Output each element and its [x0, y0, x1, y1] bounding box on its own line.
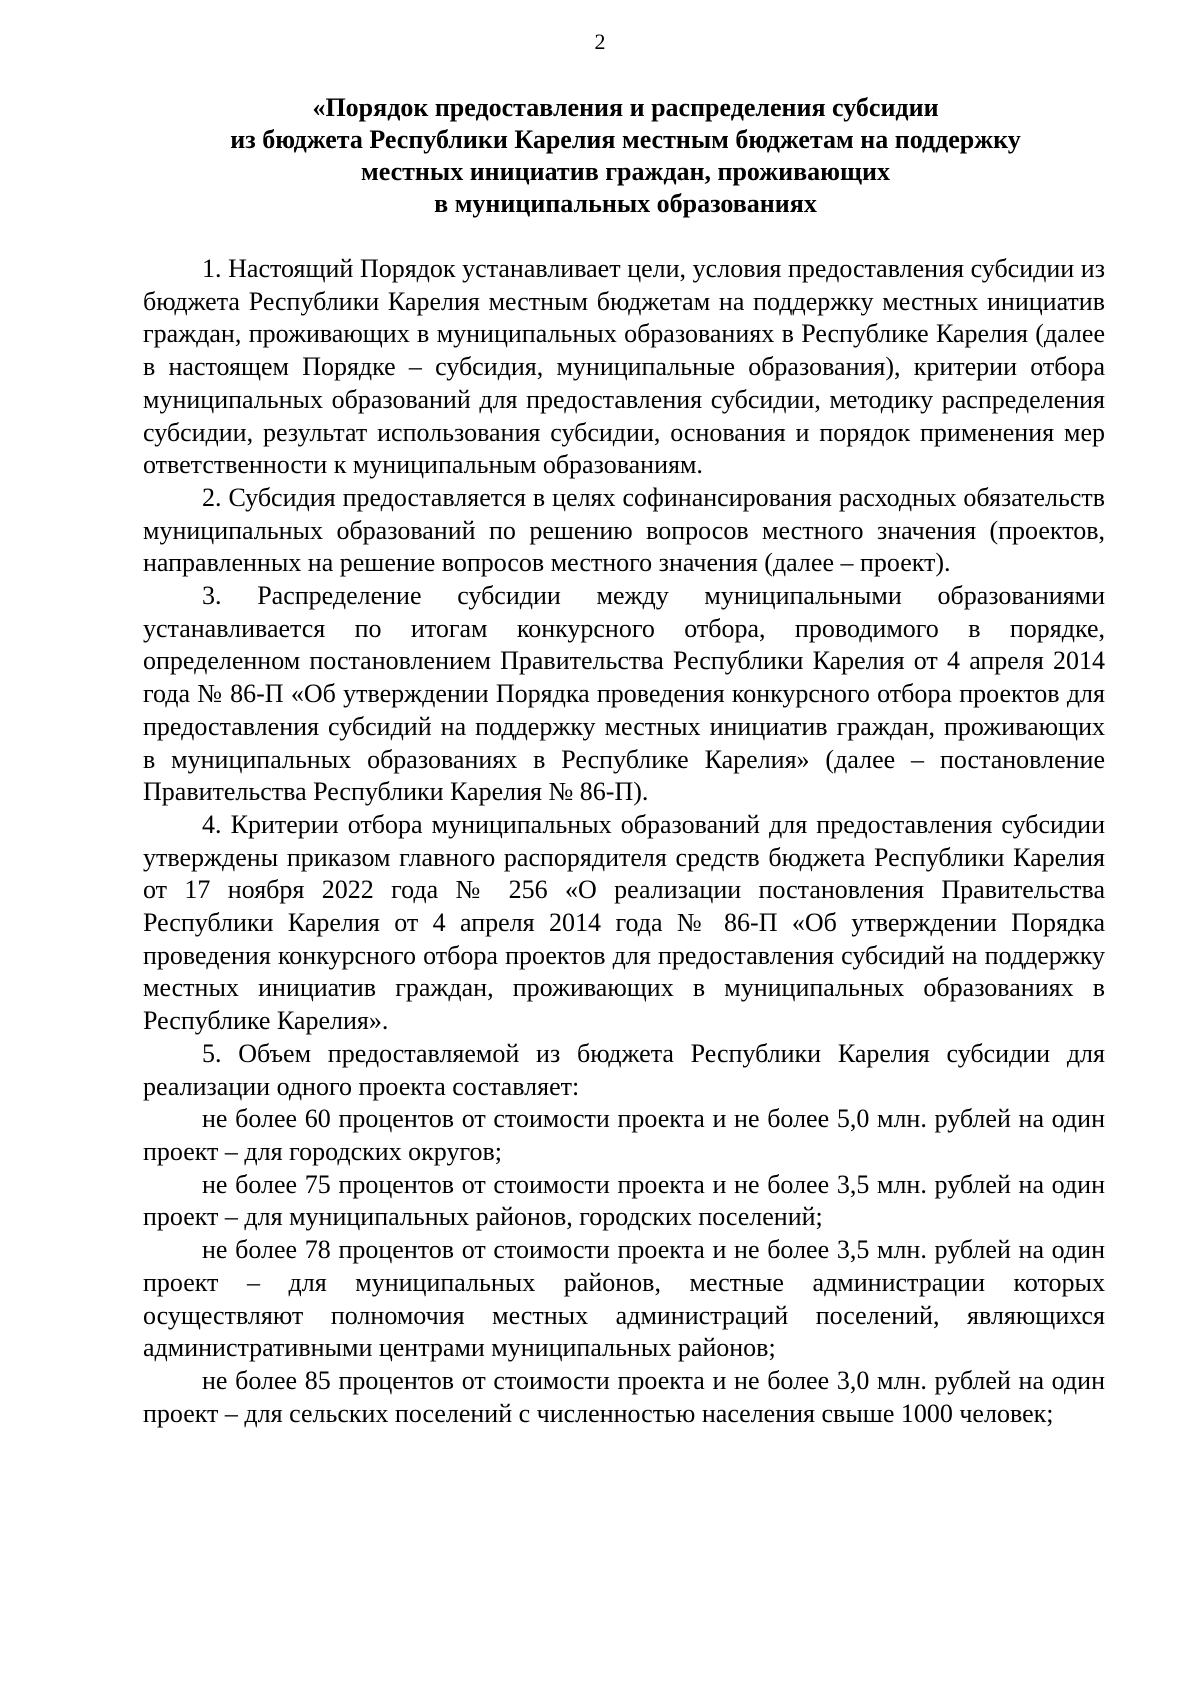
subsidy-item-city-districts: не более 60 процентов от стоимости проекта и не более 5,0 млн. рублей на один проект – для городских округов; — [143, 1104, 1105, 1166]
subsidy-item-district-admin-centers: не более 78 процентов от стоимости проекта и не более 3,5 млн. рублей на один проект – для муниципальных районов, местные администрации которых осуществляют полномочия местных администраций поселений, являющихся административными центрами муниципальных районов; — [143, 1235, 1105, 1363]
document-title — [143, 92, 1108, 220]
paragraph-4: 4. Критерии отбора муниципальных образований для предоставления субсидии утверждены приказом главного распорядителя средств бюджета Республики Карелия от 17 ноября 2022 года № 256 «О реализации постановления Правительства Республики Карелия от 4 апреля 2014 года № 86-П «Об утверждении Порядка проведения конкурсного отбора проектов для предоставления субсидий на поддержку местных инициатив граждан, проживающих в муниципальных образованиях в Республике Карелия». — [143, 809, 1105, 1036]
paragraph-5: 5. Объем предоставляемой из бюджета Республики Карелия субсидии для реализации одного проекта составляет: — [143, 1038, 1105, 1101]
document-body — [143, 253, 1105, 1430]
paragraph-2: 2. Субсидия предоставляется в целях софинансирования расходных обязательств муниципальных образований по решению вопросов местного значения (проектов, направленных на решение вопросов местного значения (далее – проект). — [143, 482, 1105, 578]
subsidy-item-municipal-districts: не более 75 процентов от стоимости проекта и не более 3,5 млн. рублей на один проект – для муниципальных районов, городских поселений; — [143, 1169, 1105, 1232]
title-line: «Порядок предоставления и распределения субсидии — [312, 93, 939, 122]
title-line: из бюджета Республики Карелия местным бюджетам на поддержку — [230, 125, 1021, 154]
title-line: местных инициатив граждан, проживающих — [361, 157, 890, 186]
page-number: 2 — [594, 29, 606, 54]
title-line: в муниципальных образованиях — [434, 189, 817, 218]
subsidy-item-rural-settlements: не более 85 процентов от стоимости проекта и не более 3,0 млн. рублей на один проект – для сельских поселений с численностью населения свыше 1000 человек; — [143, 1365, 1105, 1428]
paragraph-1: 1. Настоящий Порядок устанавливает цели, условия предоставления субсидии из бюджета Республики Карелия местным бюджетам на поддержку местных инициатив граждан, проживающих в муниципальных образованиях в Республике Карелия (далее в настоящем Порядке – субсидия, муниципальные образования), критерии отбора муниципальных образований для предоставления субсидии, методику распределения субсидии, результат использования субсидии, основания и порядок применения мер ответственности к муниципальным образованиям. — [143, 254, 1105, 480]
paragraph-3: 3. Распределение субсидии между муниципальными образованиями устанавливается по итогам конкурсного отбора, проводимого в порядке, определенном постановлением Правительства Республики Карелия от 4 апреля 2014 года № 86-П «Об утверждении Порядка проведения конкурсного отбора проектов для предоставления субсидий на поддержку местных инициатив граждан, проживающих в муниципальных образованиях в Республике Карелия» (далее – постановление Правительства Республики Карелия № 86-П). — [143, 581, 1105, 807]
